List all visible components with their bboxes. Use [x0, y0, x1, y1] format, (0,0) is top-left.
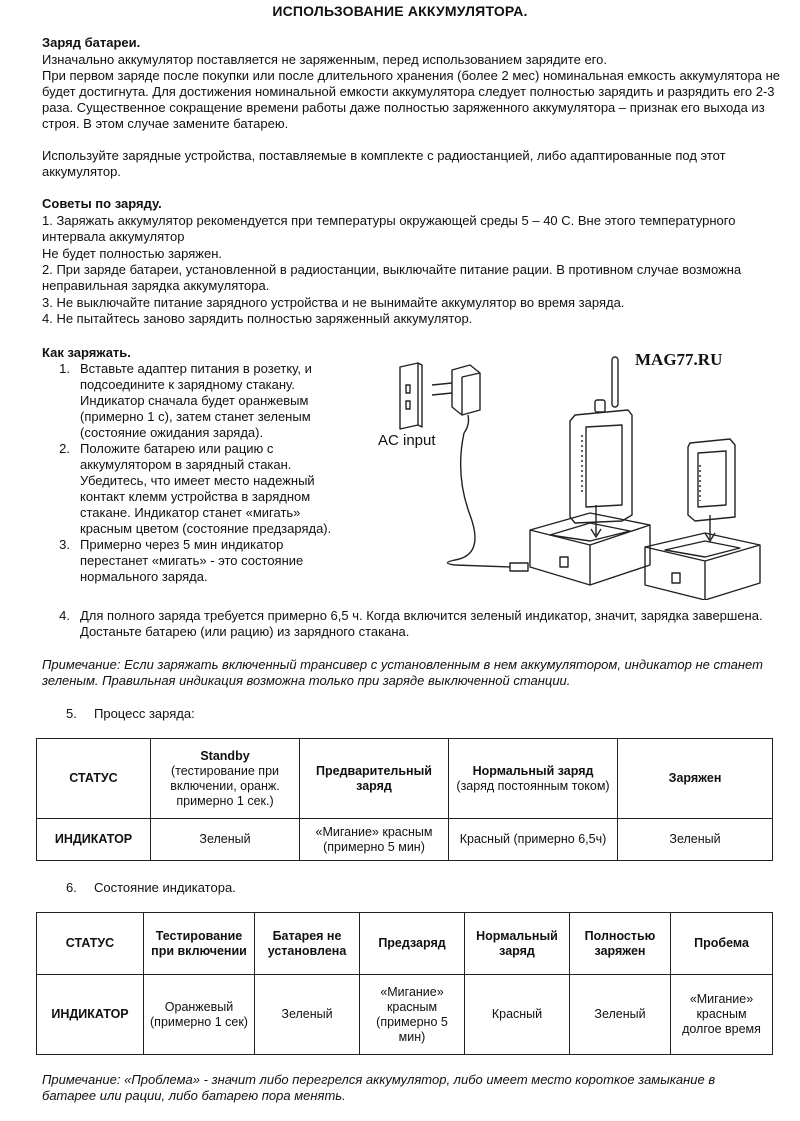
howto-heading: Как заряжать. [42, 345, 131, 360]
tip-3: 3. Не выключайте питание зарядного устройства и не вынимайте аккумулятор во время заряда. [42, 295, 625, 310]
radio-icon [570, 357, 632, 523]
tips-heading: Советы по заряду. [42, 196, 162, 211]
watermark-text: MAG77.RU [635, 350, 723, 369]
section-5-label: Процесс заряда: [94, 706, 195, 721]
table-cell: Заряжен [618, 739, 773, 819]
note-1: Примечание: Если заряжать включенный трансивер с установленным в нем аккумулятором, индикатор не станет зеленым. Правильная индикация возможна только при заряде выключенной станции. [42, 657, 763, 688]
charge-heading: Заряд батареи. [42, 35, 141, 50]
ac-input-label: AC input [378, 432, 436, 449]
table-cell: Предзаряд [360, 913, 465, 975]
table-cell: Предварительный заряд [300, 739, 449, 819]
table-cell: Зеленый [618, 819, 773, 861]
table-cell: Батарея не установлена [255, 913, 360, 975]
table-cell: Оранжевый (примерно 1 сек) [144, 975, 255, 1055]
charge-process-table [36, 738, 773, 861]
table-cell: Зеленый [151, 819, 300, 861]
howto-item: 4. Для полного заряда требуется примерно 6,5 ч. Когда включится зеленый индикатор, значит, зарядка завершена. Достаньте батарею (или рацию) из зарядного стакана. [59, 608, 763, 639]
battery-icon [688, 439, 735, 521]
table-cell: ИНДИКАТОР [37, 819, 151, 861]
table-cell: Standby (тестирование при включении, оранж. примерно 1 сек.) [151, 739, 300, 819]
section-6-number: 6. [66, 880, 77, 895]
charge-paragraph-1: Изначально аккумулятор поставляется не заряженным, перед использованием зарядите его. [42, 52, 607, 67]
wall-outlet-icon [400, 363, 422, 429]
tip-2: 2. При заряде батареи, установленной в радиостанции, выключайте питание рации. В противном случае возможна неправильная зарядка аккумулятора. [42, 262, 742, 293]
indicator-status-table [36, 912, 773, 1055]
table-cell: Красный (примерно 6,5ч) [449, 819, 618, 861]
section-5-number: 5. [66, 706, 77, 721]
note-2: Примечание: «Проблема» - значит либо перегрелся аккумулятор, либо имеет место короткое замыкание в батарее или рации, либо батарею пора менять. [42, 1072, 716, 1103]
table-cell: Красный [465, 975, 570, 1055]
table-cell: ИНДИКАТОР [37, 975, 144, 1055]
tip-4: 4. Не пытайтесь заново зарядить полностью заряженный аккумулятор. [42, 311, 473, 326]
table-cell: Пробема [671, 913, 773, 975]
howto-list [50, 361, 350, 585]
table-row [37, 975, 773, 1055]
table-cell: Нормальный заряд (заряд постоянным током) [449, 739, 618, 819]
table-cell: Тестирование при включении [144, 913, 255, 975]
charger-base-icon-2 [645, 533, 760, 600]
power-cable [448, 433, 511, 567]
table-cell: Полностью заряжен [570, 913, 671, 975]
howto-item: 1. Вставьте адаптер питания в розетку, и подсоедините к зарядному стакану. Индикатор сначала будет оранжевым (примерно 1 с), затем станет зеленым (состояние ожидания заряда). [59, 361, 312, 440]
howto-list-final [50, 608, 785, 640]
table-cell: «Мигание» красным (примерно 5 мин) [300, 819, 449, 861]
table-cell: СТАТУС [37, 739, 151, 819]
howto-item: 3. Примерно через 5 мин индикатор перестанет «мигать» - это состояние нормального заряда. [59, 537, 304, 584]
howto-item: 2. Положите батарею или рацию с аккумулятором в зарядный стакан. Убедитесь, что имеет место надежный контакт клемм устройства в зарядном стакане. Индикатор станет «мигать» красным цветом (состояние предзаряда). [59, 441, 332, 536]
table-row [37, 739, 773, 819]
power-adapter-icon [432, 365, 480, 433]
table-row [37, 819, 773, 861]
charge-paragraph-2: При первом заряде после покупки или после длительного хранения (более 2 мес) номинальная емкость аккумулятора не будет достигнута. Для достижения номинальной емкости аккумулятора следует полностью зарядить и разрядить его 2-3 раза. Существенное сокращение времени работы даже полностью заряженного аккумулятора – признак его выхода из строя. В этом случае замените батарею. [42, 68, 780, 131]
tip-1: 1. Заряжать аккумулятор рекомендуется при температуры окружающей среды 5 – 40 С. Вне этого температурного интервала аккумулятор [42, 213, 736, 244]
page-title: ИСПОЛЬЗОВАНИЕ АККУМУЛЯТОРА. [272, 3, 528, 19]
tip-1-continued: Не будет полностью заряжен. [42, 246, 223, 261]
table-cell: Зеленый [570, 975, 671, 1055]
table-row [37, 913, 773, 975]
table-cell: «Мигание» красным (примерно 5 мин) [360, 975, 465, 1055]
table-cell: Зеленый [255, 975, 360, 1055]
section-6-label: Состояние индикатора. [94, 880, 236, 895]
charger-base-icon [530, 513, 650, 585]
charge-paragraph-3: Используйте зарядные устройства, поставляемые в комплекте с радиостанцией, либо адаптированные под этот аккумулятор. [42, 148, 726, 179]
table-cell: Нормальный заряд [465, 913, 570, 975]
table-cell: «Мигание» красным долгое время [671, 975, 773, 1055]
charger-illustration [360, 355, 790, 600]
cable-plug [510, 563, 528, 571]
table-cell: СТАТУС [37, 913, 144, 975]
